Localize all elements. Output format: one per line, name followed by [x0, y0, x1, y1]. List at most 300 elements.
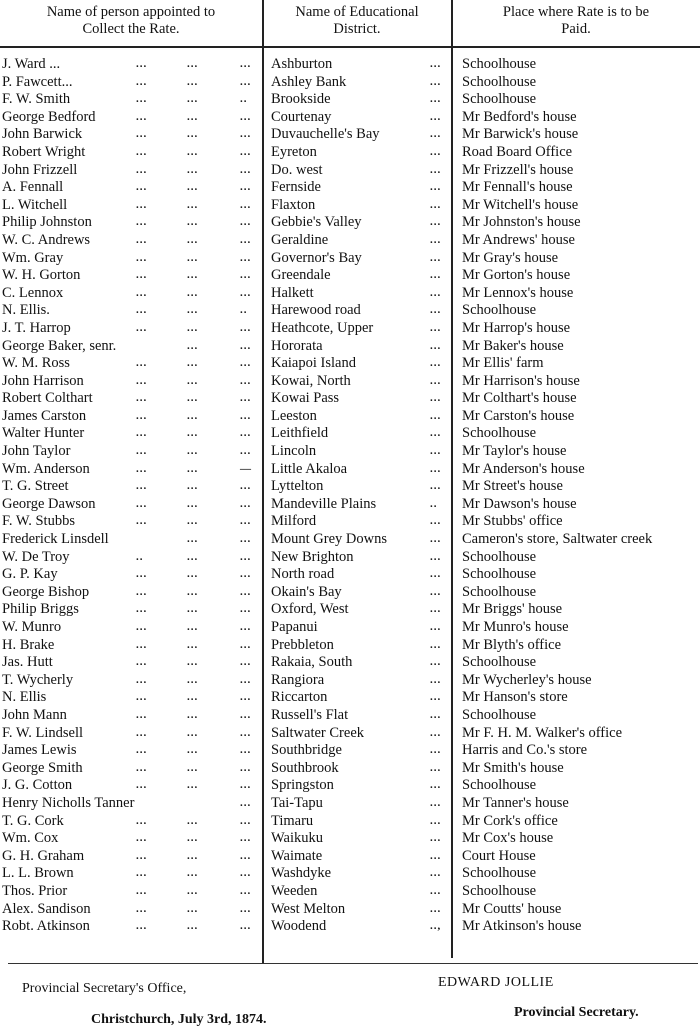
leader-dots: ... [430, 779, 442, 792]
leader-dots: ... [187, 374, 199, 387]
leader-dots: ... [430, 621, 442, 633]
payment-place: Mr Barwick's house [462, 126, 579, 143]
collector-name: Philip Briggs [2, 601, 79, 618]
leader-dots: ... [136, 286, 148, 299]
leader-dots: ... [240, 849, 252, 862]
leader-dots: ... [430, 796, 442, 809]
table-row [0, 813, 700, 831]
district-name: Russell's Flat [271, 706, 349, 723]
leader-dots: ... [430, 462, 442, 475]
table-row [0, 74, 700, 92]
table-row [0, 513, 700, 531]
payment-place: Mr Tanner's house [462, 794, 569, 811]
collector-name: John Frizzell [2, 161, 78, 178]
payment-place: Mr Anderson's house [462, 460, 585, 477]
payment-place: Mr Cox's house [462, 830, 554, 847]
table-row [0, 865, 700, 883]
leader-dots: ... [240, 233, 252, 246]
table-row [0, 443, 700, 461]
district-name: North road [271, 566, 335, 583]
leader-dots: ... [240, 58, 252, 70]
table-row [0, 338, 700, 356]
district-name: Lyttelton [271, 478, 324, 495]
district-name: Lincoln [271, 443, 317, 460]
leader-dots: ... [187, 251, 199, 264]
leader-dots: ... [430, 585, 442, 598]
table-row [0, 707, 700, 725]
leader-dots: ... [136, 726, 148, 739]
footer-office: Provincial Secretary's Office, [22, 981, 187, 996]
table-row [0, 109, 700, 127]
leader-dots: ... [136, 110, 148, 123]
leader-dots: ... [430, 304, 442, 317]
leader-dots: ... [240, 708, 252, 721]
district-name: Leithfield [271, 425, 329, 442]
table-row [0, 883, 700, 901]
table-row [0, 390, 700, 408]
district-name: Timaru [271, 812, 314, 829]
leader-dots: ... [430, 128, 442, 141]
leader-dots: ... [187, 198, 199, 211]
header-rule [0, 46, 700, 48]
leader-dots: ... [136, 75, 148, 88]
leader-dots: ... [240, 357, 252, 370]
footer-rule [8, 963, 698, 964]
leader-dots: ... [430, 145, 442, 158]
leader-dots: ... [187, 409, 199, 422]
district-name: Eyreton [271, 143, 317, 160]
district-name: New Brighton [271, 548, 354, 565]
leader-dots: ... [430, 216, 442, 229]
header-district-line1: Name of Educational [295, 4, 419, 20]
payment-place: Schoolhouse [462, 882, 537, 899]
table-row [0, 408, 700, 426]
leader-dots: ... [136, 691, 148, 704]
district-name: Kaiapoi Island [271, 355, 356, 372]
collector-name: John Harrison [2, 372, 84, 389]
leader-dots: ... [430, 374, 442, 387]
leader-dots: ... [136, 163, 148, 176]
leader-dots: ... [187, 515, 199, 528]
leader-dots: ... [187, 339, 199, 352]
payment-place: Mr Stubbs' office [462, 513, 563, 530]
leader-dots: ... [240, 163, 252, 176]
leader-dots: ... [240, 884, 252, 897]
payment-place: Mr Colthart's house [462, 390, 577, 407]
district-name: Rakaia, South [271, 654, 353, 671]
payment-place: Schoolhouse [462, 654, 537, 671]
table-row [0, 901, 700, 919]
district-name: Okain's Bay [271, 583, 342, 600]
leader-dots: ... [187, 832, 199, 845]
leader-dots: ... [136, 374, 148, 387]
leader-dots: ... [136, 58, 148, 70]
leader-dots: ... [430, 603, 442, 616]
leader-dots: ... [136, 462, 148, 475]
collector-name: N. Ellis [2, 689, 47, 706]
district-name: Rangiora [271, 671, 325, 688]
leader-dots: ... [136, 269, 148, 282]
leader-dots: ... [136, 621, 148, 633]
leader-dots: ... [136, 568, 148, 581]
leader-dots: ... [187, 321, 199, 334]
payment-place: Cameron's store, Saltwater creek [462, 531, 653, 548]
collector-name: F. W. Stubbs [2, 513, 75, 530]
leader-dots: ... [136, 181, 148, 194]
district-name: Courtenay [271, 108, 332, 125]
collector-name: W. C. Andrews [2, 231, 91, 248]
payment-place: Schoolhouse [462, 865, 537, 882]
leader-dots: ... [136, 128, 148, 141]
payment-place: Schoolhouse [462, 583, 537, 600]
leader-dots: ... [240, 603, 252, 616]
leader-dots: ... [136, 585, 148, 598]
table-row [0, 425, 700, 443]
header-place-line1: Place where Rate is to be [502, 4, 650, 20]
leader-dots: ... [187, 849, 199, 862]
header-place [452, 4, 700, 46]
table-row [0, 795, 700, 813]
leader-dots: ... [136, 321, 148, 334]
leader-dots: ... [430, 515, 442, 528]
leader-dots: ... [430, 75, 442, 88]
leader-dots: ... [240, 621, 252, 633]
leader-dots: ... [430, 58, 442, 70]
leader-dots: ... [240, 321, 252, 334]
payment-place: Schoolhouse [462, 706, 537, 723]
header-collector-line1: Name of person appointed to [46, 4, 216, 20]
leader-dots: ... [187, 585, 199, 598]
payment-place: Court House [462, 847, 536, 864]
leader-dots: ... [187, 708, 199, 721]
leader-dots: ... [187, 145, 199, 158]
district-name: Weeden [271, 882, 318, 899]
leader-dots: ... [430, 656, 442, 669]
collector-name: J. Ward ... [2, 56, 61, 72]
leader-dots: ... [240, 75, 252, 88]
payment-place: Mr Ellis' farm [462, 355, 544, 372]
district-name: Mount Grey Downs [271, 531, 387, 548]
leader-dots: ... [187, 867, 199, 880]
leader-dots: ... [240, 814, 252, 827]
collector-name: Philip Johnston [2, 214, 92, 231]
district-name: Leeston [271, 407, 317, 424]
table-row [0, 478, 700, 496]
leader-dots: ... [430, 251, 442, 264]
leader-dots: ... [240, 902, 252, 915]
leader-dots: ... [240, 251, 252, 264]
collector-name: Thos. Prior [2, 882, 68, 899]
collector-name: L. Witchell [2, 196, 68, 213]
district-name: Governor's Bay [271, 249, 362, 266]
collector-name: G. H. Graham [2, 847, 85, 864]
collector-name: Jas. Hutt [2, 654, 53, 671]
payment-place: Mr Street's house [462, 478, 563, 495]
leader-dots: ... [240, 145, 252, 158]
payment-place: Mr Coutts' house [462, 900, 562, 917]
collector-name: John Mann [2, 706, 67, 723]
table-row [0, 549, 700, 567]
collector-name: W. M. Ross [2, 355, 70, 372]
district-name: Ashley Bank [271, 73, 347, 90]
table-row [0, 760, 700, 778]
payment-place: Schoolhouse [462, 56, 537, 72]
leader-dots: ... [187, 392, 199, 405]
payment-place: Schoolhouse [462, 91, 537, 108]
leader-dots: — [240, 462, 252, 475]
table-row [0, 637, 700, 655]
collector-name: W. De Troy [2, 548, 70, 565]
district-name: Papanui [271, 619, 318, 635]
leader-dots: ... [136, 251, 148, 264]
leader-dots: ... [430, 832, 442, 845]
collector-name: James Lewis [2, 742, 77, 759]
district-name: Duvauchelle's Bay [271, 126, 380, 143]
collector-name: Wm. Cox [2, 830, 59, 847]
leader-dots: ... [430, 181, 442, 194]
leader-dots: ... [430, 533, 442, 546]
leader-dots: ... [430, 445, 442, 458]
payment-place: Schoolhouse [462, 73, 537, 90]
leader-dots: ... [240, 427, 252, 440]
payment-place: Mr Witchell's house [462, 196, 579, 213]
payment-place: Schoolhouse [462, 302, 537, 319]
payment-place: Mr Baker's house [462, 337, 564, 354]
leader-dots: ... [240, 920, 252, 933]
leader-dots: .. [240, 304, 248, 317]
leader-dots: ... [430, 110, 442, 123]
leader-dots: ... [136, 480, 148, 493]
payment-place: Mr Bedford's house [462, 108, 577, 125]
leader-dots: ... [136, 198, 148, 211]
payment-place: Mr Lennox's house [462, 284, 574, 301]
leader-dots: ... [430, 726, 442, 739]
footer-signatory: EDWARD JOLLIE [438, 975, 554, 990]
leader-dots: ... [187, 269, 199, 282]
table-row [0, 302, 700, 320]
table-row [0, 918, 700, 936]
district-name: Flaxton [271, 196, 316, 213]
leader-dots: ... [187, 550, 199, 563]
leader-dots: ... [136, 233, 148, 246]
leader-dots: ... [136, 902, 148, 915]
collector-name: John Barwick [2, 126, 83, 143]
table-row [0, 162, 700, 180]
leader-dots: ... [136, 920, 148, 933]
district-name: Geraldine [271, 231, 329, 248]
leader-dots: ... [240, 497, 252, 510]
leader-dots: ... [240, 128, 252, 141]
district-name: Saltwater Creek [271, 724, 365, 741]
payment-place: Mr Smith's house [462, 759, 564, 776]
leader-dots: ... [136, 392, 148, 405]
leader-dots: ... [136, 673, 148, 686]
leader-dots: ... [187, 726, 199, 739]
leader-dots: ... [136, 884, 148, 897]
collector-name: J. G. Cotton [2, 777, 73, 794]
payment-place: Mr Briggs' house [462, 601, 563, 618]
leader-dots: ... [430, 427, 442, 440]
district-name: Fernside [271, 179, 321, 196]
payment-place: Schoolhouse [462, 777, 537, 794]
leader-dots: ... [430, 339, 442, 352]
leader-dots: ... [240, 832, 252, 845]
district-name: Waimate [271, 847, 323, 864]
leader-dots: ... [430, 409, 442, 422]
leader-dots: ... [430, 708, 442, 721]
leader-dots: ... [240, 480, 252, 493]
table-row [0, 601, 700, 619]
leader-dots: ... [187, 497, 199, 510]
header-district-line2: District. [333, 21, 381, 37]
collector-name: W. Munro [2, 619, 62, 635]
collector-name: W. H. Gorton [2, 267, 81, 284]
leader-dots: ... [136, 638, 148, 651]
footer-place-date: Christchurch, July 3rd, 1874. [91, 1012, 267, 1027]
leader-dots: ... [430, 286, 442, 299]
payment-place: Mr Wycherley's house [462, 671, 592, 688]
district-name: Halkett [271, 284, 314, 301]
leader-dots: ... [240, 445, 252, 458]
leader-dots: ... [187, 128, 199, 141]
collector-name: C. Lennox [2, 284, 64, 301]
payment-place: Mr Fennall's house [462, 179, 573, 196]
leader-dots: ... [136, 603, 148, 616]
table-row [0, 777, 700, 795]
table-row [0, 232, 700, 250]
district-name: Tai-Tapu [271, 794, 323, 811]
leader-dots: ... [187, 920, 199, 933]
leader-dots: ... [187, 568, 199, 581]
district-name: Waikuku [271, 830, 323, 847]
header-district [263, 4, 451, 46]
collector-name: John Taylor [2, 443, 71, 460]
header-collector-line2: Collect the Rate. [82, 21, 180, 37]
payment-place: Mr Blyth's office [462, 636, 562, 653]
table-row [0, 267, 700, 285]
header-collector [0, 4, 262, 46]
payment-place: Schoolhouse [462, 425, 537, 442]
leader-dots: ... [240, 286, 252, 299]
district-name: Brookside [271, 91, 331, 108]
leader-dots: ... [187, 427, 199, 440]
leader-dots: ... [136, 761, 148, 774]
payment-place: Mr Frizzell's house [462, 161, 574, 178]
leader-dots: ... [430, 814, 442, 827]
collector-name: Alex. Sandison [2, 900, 91, 917]
leader-dots: ... [430, 321, 442, 334]
district-name: West Melton [271, 900, 346, 917]
collector-name: G. P. Kay [2, 566, 58, 583]
collector-name: P. Fawcett... [2, 73, 73, 90]
table-row [0, 848, 700, 866]
leader-dots: ... [187, 233, 199, 246]
leader-dots: ... [136, 216, 148, 229]
district-name: Heathcote, Upper [271, 319, 374, 336]
leader-dots: ... [136, 849, 148, 862]
payment-place: Mr Andrews' house [462, 231, 575, 248]
district-name: Gebbie's Valley [271, 214, 362, 231]
leader-dots: ... [430, 163, 442, 176]
leader-dots: ... [240, 726, 252, 739]
leader-dots: ... [240, 198, 252, 211]
payment-place: Schoolhouse [462, 548, 537, 565]
leader-dots: ... [240, 761, 252, 774]
leader-dots: ... [187, 93, 199, 106]
collector-name: Robert Colthart [2, 390, 93, 407]
leader-dots: ... [430, 269, 442, 282]
leader-dots: .. [240, 93, 248, 106]
leader-dots: ... [187, 673, 199, 686]
table-row [0, 126, 700, 144]
leader-dots: ... [187, 181, 199, 194]
table-row [0, 566, 700, 584]
collector-name: George Baker, senr. [2, 337, 117, 354]
district-name: Kowai, North [271, 372, 351, 389]
payment-place: Mr Taylor's house [462, 443, 567, 460]
collector-name: George Bishop [2, 583, 90, 600]
leader-dots: ... [187, 58, 199, 70]
leader-dots: ... [430, 233, 442, 246]
leader-dots: ... [136, 779, 148, 792]
header-place-line2: Paid. [561, 21, 591, 37]
leader-dots: ... [187, 603, 199, 616]
district-name: Do. west [271, 161, 323, 178]
payment-place: Mr Carston's house [462, 407, 575, 424]
table-row [0, 725, 700, 743]
leader-dots: ... [136, 93, 148, 106]
table-row [0, 197, 700, 215]
collector-name: Walter Hunter [2, 425, 85, 442]
leader-dots: ... [240, 638, 252, 651]
leader-dots: ... [240, 181, 252, 194]
collector-name: George Dawson [2, 495, 96, 512]
district-name: Harewood road [271, 302, 361, 319]
leader-dots: ... [136, 832, 148, 845]
collector-name: James Carston [2, 407, 87, 424]
table-row [0, 689, 700, 707]
leader-dots: ... [187, 621, 199, 633]
leader-dots: ... [187, 656, 199, 669]
leader-dots: ... [430, 638, 442, 651]
leader-dots: ... [187, 761, 199, 774]
collector-name: J. T. Harrop [2, 319, 71, 336]
payment-place: Mr Munro's house [462, 619, 569, 635]
collector-name: Frederick Linsdell [2, 531, 109, 548]
leader-dots: ... [240, 796, 252, 809]
district-name: Southbridge [271, 742, 342, 759]
payment-place: Mr Gorton's house [462, 267, 571, 284]
leader-dots: ... [240, 568, 252, 581]
collector-name: F. W. Smith [2, 91, 71, 108]
leader-dots: ... [187, 480, 199, 493]
table-row [0, 373, 700, 391]
leader-dots: ... [187, 304, 199, 317]
leader-dots: ... [187, 884, 199, 897]
collector-name: T. G. Cork [2, 812, 64, 829]
leader-dots: ... [240, 550, 252, 563]
collector-table [0, 56, 700, 936]
payment-place: Mr Hanson's store [462, 689, 568, 706]
collector-name: T. G. Street [2, 478, 69, 495]
footer-title: Provincial Secretary. [514, 1005, 639, 1020]
leader-dots: ... [187, 779, 199, 792]
table-row [0, 179, 700, 197]
leader-dots: ... [430, 357, 442, 370]
leader-dots: ... [187, 902, 199, 915]
table-row [0, 619, 700, 637]
table-row [0, 91, 700, 109]
